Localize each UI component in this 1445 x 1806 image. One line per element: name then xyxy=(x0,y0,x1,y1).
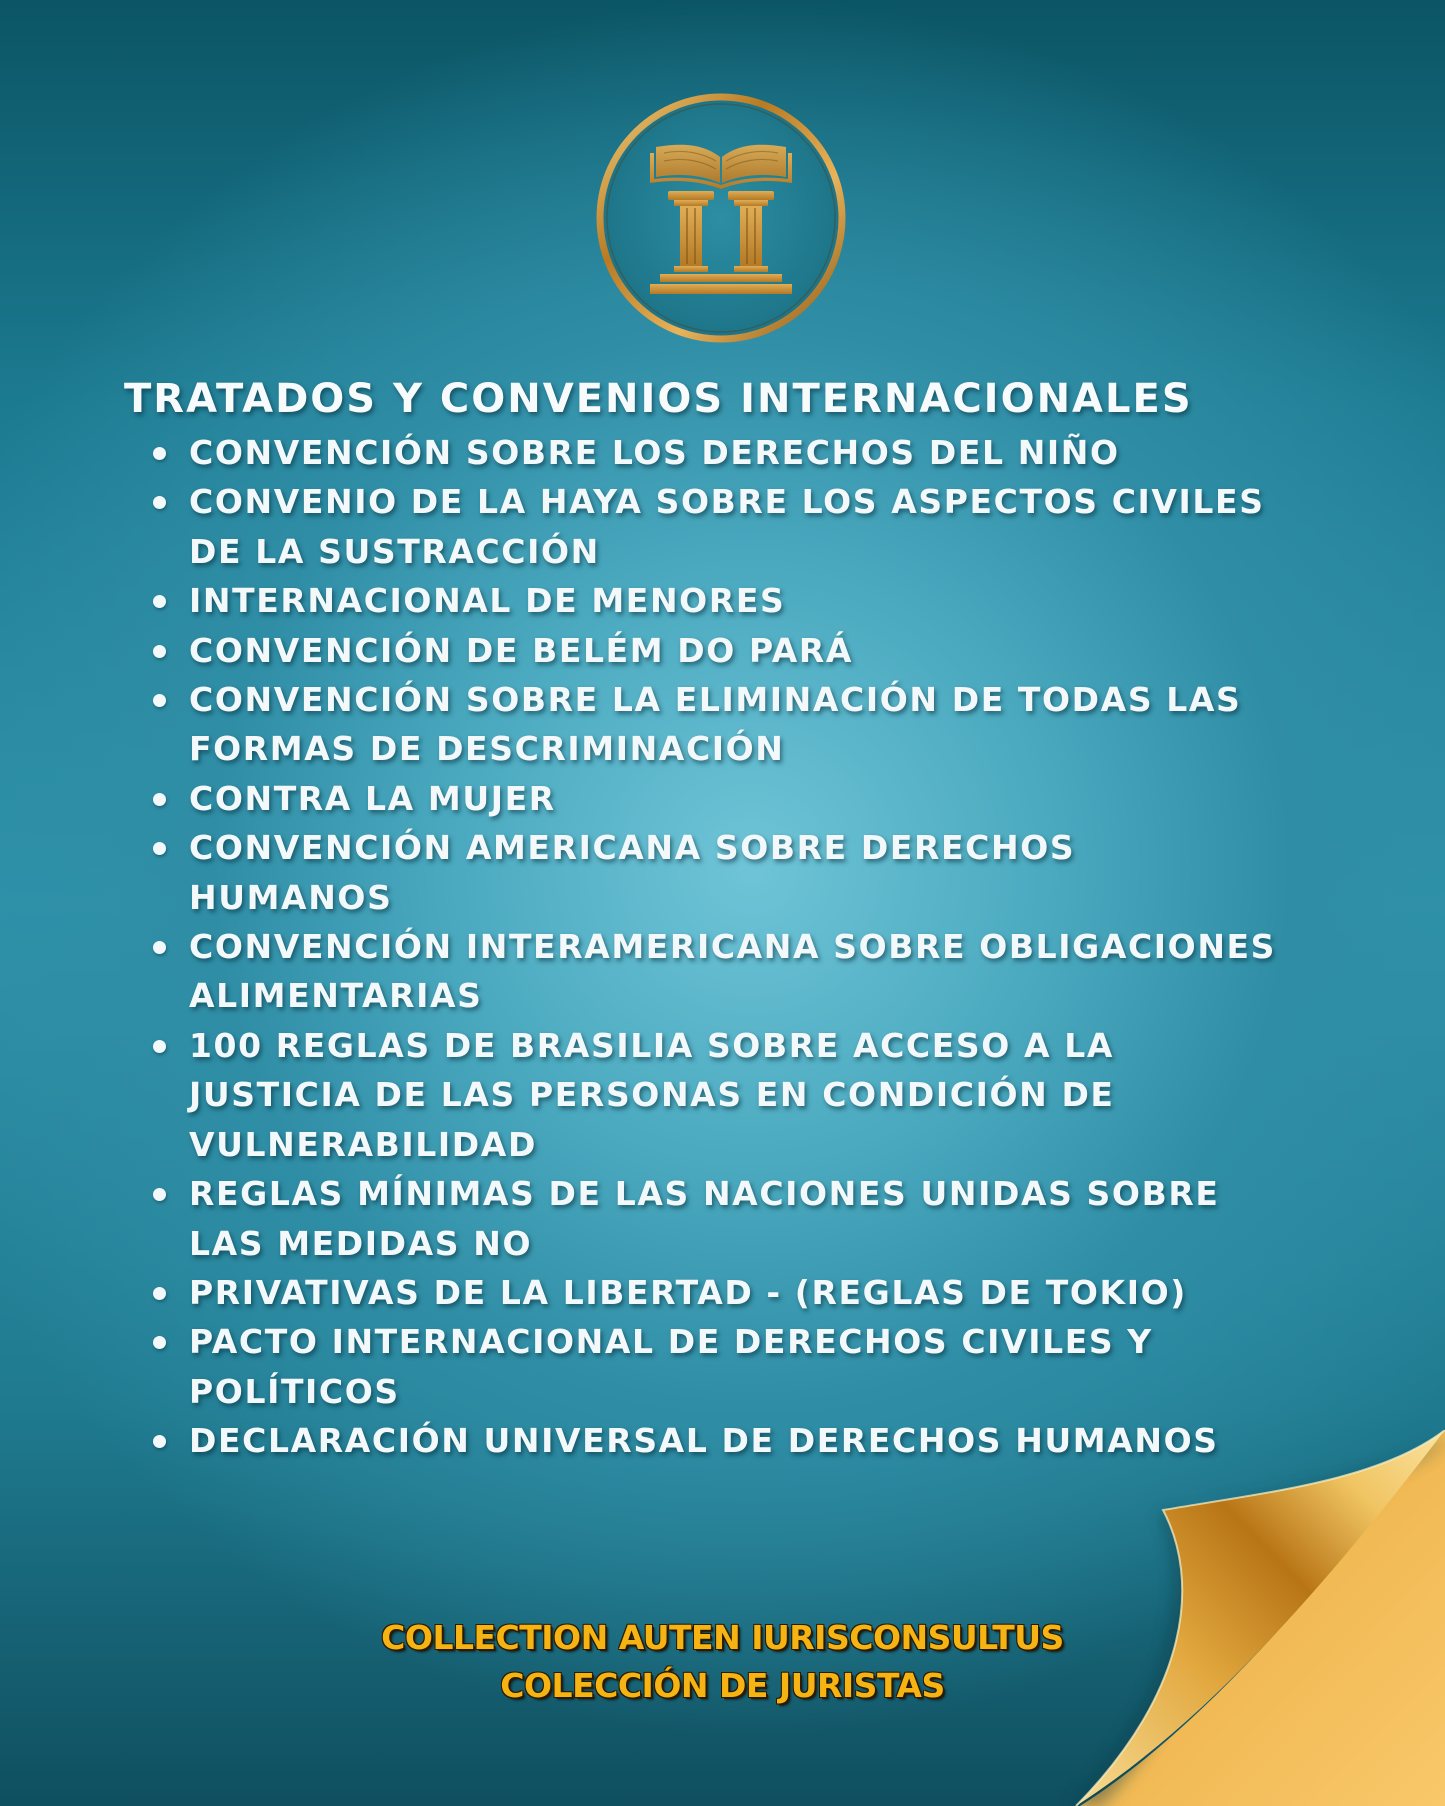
list-item: REGLAS MÍNIMAS DE LAS NACIONES UNIDAS SOBRE LAS MEDIDAS NO xyxy=(189,1169,1289,1268)
list-item: DECLARACIÓN UNIVERSAL DE DERECHOS HUMANOS xyxy=(189,1416,1289,1465)
list-item: CONTRA LA MUJER xyxy=(189,774,1289,823)
page-title: TRATADOS Y CONVENIOS INTERNACIONALES xyxy=(124,376,1193,422)
list-item: CONVENCIÓN SOBRE LOS DERECHOS DEL NIÑO xyxy=(189,428,1289,477)
list-item: CONVENCIÓN SOBRE LA ELIMINACIÓN DE TODAS LAS FORMAS DE DESCRIMINACIÓN xyxy=(189,675,1289,774)
treaty-list xyxy=(189,428,1289,1466)
list-item: CONVENCIÓN INTERAMERICANA SOBRE OBLIGACIONES ALIMENTARIAS xyxy=(189,922,1289,1021)
list-item: INTERNACIONAL DE MENORES xyxy=(189,576,1289,625)
list-item: CONVENCIÓN AMERICANA SOBRE DERECHOS HUMANOS xyxy=(189,823,1289,922)
list-item: CONVENIO DE LA HAYA SOBRE LOS ASPECTOS CIVILES DE LA SUSTRACCIÓN xyxy=(189,477,1289,576)
page-curl-icon xyxy=(1060,1430,1445,1806)
list-item: 100 REGLAS DE BRASILIA SOBRE ACCESO A LA JUSTICIA DE LAS PERSONAS EN CONDICIÓN DE VULNERABILIDAD xyxy=(189,1021,1289,1169)
list-item: PRIVATIVAS DE LA LIBERTAD - (REGLAS DE TOKIO) xyxy=(189,1268,1289,1317)
list-item: CONVENCIÓN DE BELÉM DO PARÁ xyxy=(189,626,1289,675)
book-columns-emblem-icon xyxy=(594,91,848,345)
list-item: PACTO INTERNACIONAL DE DERECHOS CIVILES Y POLÍTICOS xyxy=(189,1317,1289,1416)
footer-line-2: COLECCIÓN DE JURISTAS xyxy=(500,1666,945,1705)
footer-line-1: COLLECTION AUTEN IURISCONSULTUS xyxy=(381,1618,1064,1657)
